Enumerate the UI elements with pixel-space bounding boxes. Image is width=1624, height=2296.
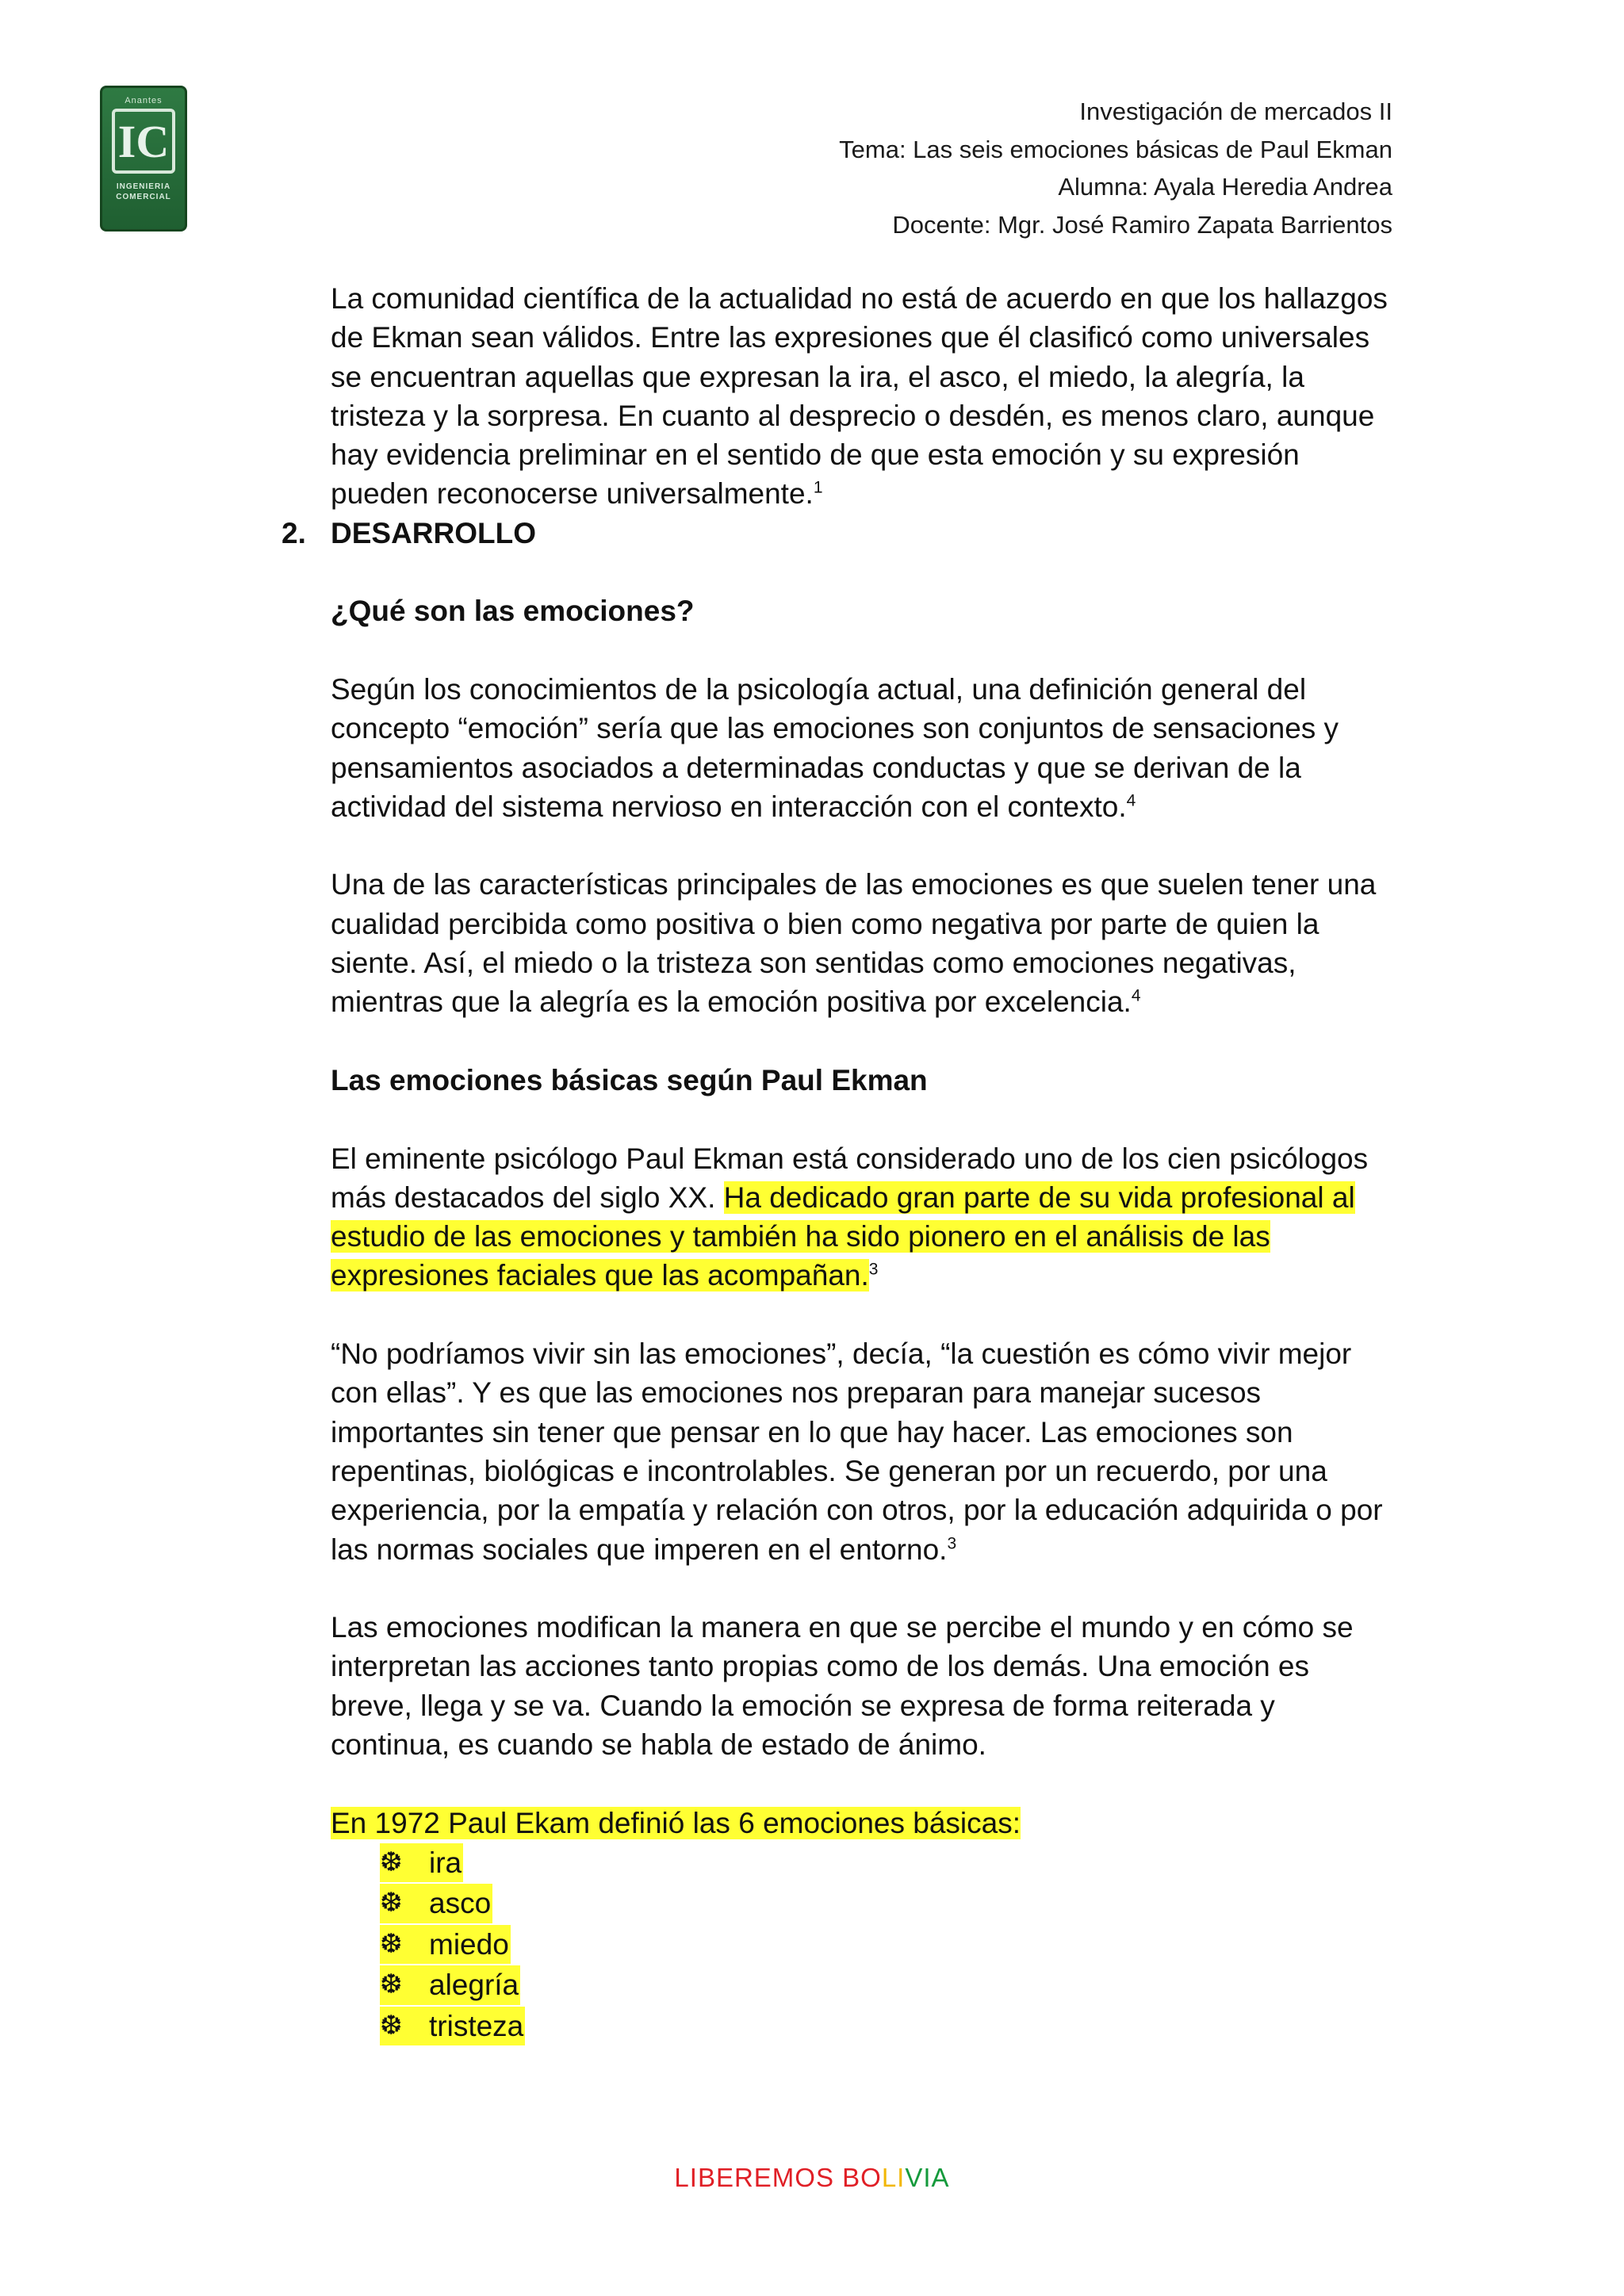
- header-student: Alumna: Ayala Heredia Andrea: [1058, 173, 1392, 201]
- paragraph-characteristics: [331, 865, 1393, 1021]
- list-item: [380, 1924, 1393, 1965]
- subheading-que-son: ¿Qué son las emociones?: [331, 595, 695, 628]
- logo-mark: IC: [112, 109, 175, 174]
- paragraph-quote: [331, 1334, 1393, 1569]
- section-title: DESARROLLO: [331, 516, 536, 549]
- document-footer: [0, 2163, 1624, 2193]
- paragraph-ekman-text: El eminente psicólogo Paul Ekman está considerado uno de los cien psicólogos más destacados del siglo XX.: [331, 1142, 1369, 1214]
- list-item-text: tristeza: [427, 2007, 525, 2045]
- paragraph-definition: [331, 670, 1393, 826]
- logo-sub-text: [116, 182, 171, 202]
- footnote-ref: 4: [1126, 791, 1136, 810]
- intro-text: La comunidad científica de la actualidad no está de acuerdo en que los hallazgos de Ekman sean válidos. Entre las expresiones que él clasificó como universales se encuentran aquellas que expresan la ira, el asco, el miedo, la alegría, la tristeza y la sorpresa. En cuanto al desprecio o desdén, es menos claro, aunque hay evidencia preliminar en el sentido de que esta emoción y su expresión pueden reconocerse universalmente.: [331, 282, 1388, 511]
- footnote-ref: 4: [1131, 987, 1141, 1006]
- intro-paragraph: [331, 279, 1393, 514]
- snowflake-icon: ❆: [380, 2007, 427, 2045]
- emotions-list: [331, 1843, 1393, 2047]
- document-body: [282, 279, 1393, 2046]
- subheading-ekman: Las emociones básicas según Paul Ekman: [331, 1063, 928, 1096]
- logo-sub-text-2: COMERCIAL: [116, 193, 171, 201]
- section-number: 2.: [282, 516, 306, 549]
- snowflake-icon: ❆: [380, 1965, 427, 2004]
- highlighted-text: Ha dedicado gran parte de su vida profesional al estudio de las emociones y también ha sido pionero en el análisis de las expresiones faciales que las acompañan.: [331, 1181, 1355, 1292]
- snowflake-icon: ❆: [380, 1925, 427, 1964]
- footnote-ref: 1: [813, 479, 823, 498]
- faculty-logo: [100, 86, 187, 232]
- list-item: [380, 1843, 1393, 1884]
- list-item: [380, 1883, 1393, 1924]
- footer-part-2: LI: [881, 2163, 906, 2192]
- logo-top-text: Anantes: [124, 96, 163, 105]
- list-item-text: alegría: [427, 1965, 520, 2004]
- paragraph-ekman: [331, 1139, 1393, 1295]
- paragraph-definition-text: Según los conocimientos de la psicología actual, una definición general del concepto “emoción” sería que las emociones son conjuntos de sensaciones y pensamientos asociados a determinadas conductas y que se derivan de la actividad del sistema nervioso en interacción con el contexto.: [331, 672, 1339, 823]
- paragraph-mood: Las emociones modifican la manera en que se percibe el mundo y en cómo se interpretan las acciones tanto propias como de los demás. Una emoción es breve, llega y se va. Cuando la emoción se expresa de forma reiterada y continua, es cuando se habla de estado de ánimo.: [331, 1611, 1354, 1761]
- footer-part-3: VIA: [905, 2163, 950, 2192]
- header-course: Investigación de mercados II: [1079, 98, 1392, 125]
- list-item-text: ira: [427, 1843, 463, 1882]
- footnote-ref: 3: [868, 1261, 879, 1280]
- paragraph-characteristics-text: Una de las características principales de las emociones es que suelen tener una cualidad percibida como positiva o bien como negativa por parte de quien la siente. Así, el miedo o la tristeza son sentidas como emociones negativas, mientras que la alegría es la emoción positiva por excelencia.: [331, 868, 1377, 1019]
- list-intro-highlight: En 1972 Paul Ekam definió las 6 emociones básicas:: [331, 1806, 1021, 1839]
- list-item: [380, 2006, 1393, 2047]
- paragraph-quote-text: “No podríamos vivir sin las emociones”, decía, “la cuestión es cómo vivir mejor con ellas”. Y es que las emociones nos preparan para manejar sucesos importantes sin tener que pensar en lo que hay hacer. Las emociones son repentinas, biológicas e incontrolables. Se generan por un recuerdo, por una experiencia, por la empatía y relación con otros, por la educación adquirida o por las normas sociales que imperen en el entorno.: [331, 1337, 1383, 1566]
- list-intro: [331, 1804, 1393, 1843]
- list-item-text: miedo: [427, 1925, 511, 1964]
- document-header: [839, 93, 1392, 243]
- snowflake-icon: ❆: [380, 1884, 427, 1923]
- logo-sub-text-1: INGENIERIA: [116, 182, 171, 191]
- snowflake-icon: ❆: [380, 1843, 427, 1882]
- section-heading: [282, 514, 1393, 553]
- list-item-text: asco: [427, 1884, 492, 1923]
- footnote-ref: 3: [947, 1534, 957, 1553]
- header-topic: Tema: Las seis emociones básicas de Paul Ekman: [839, 135, 1392, 163]
- header-teacher: Docente: Mgr. José Ramiro Zapata Barrientos: [892, 210, 1392, 239]
- footer-part-1: LIBEREMOS BO: [674, 2163, 882, 2192]
- list-item: [380, 1965, 1393, 2006]
